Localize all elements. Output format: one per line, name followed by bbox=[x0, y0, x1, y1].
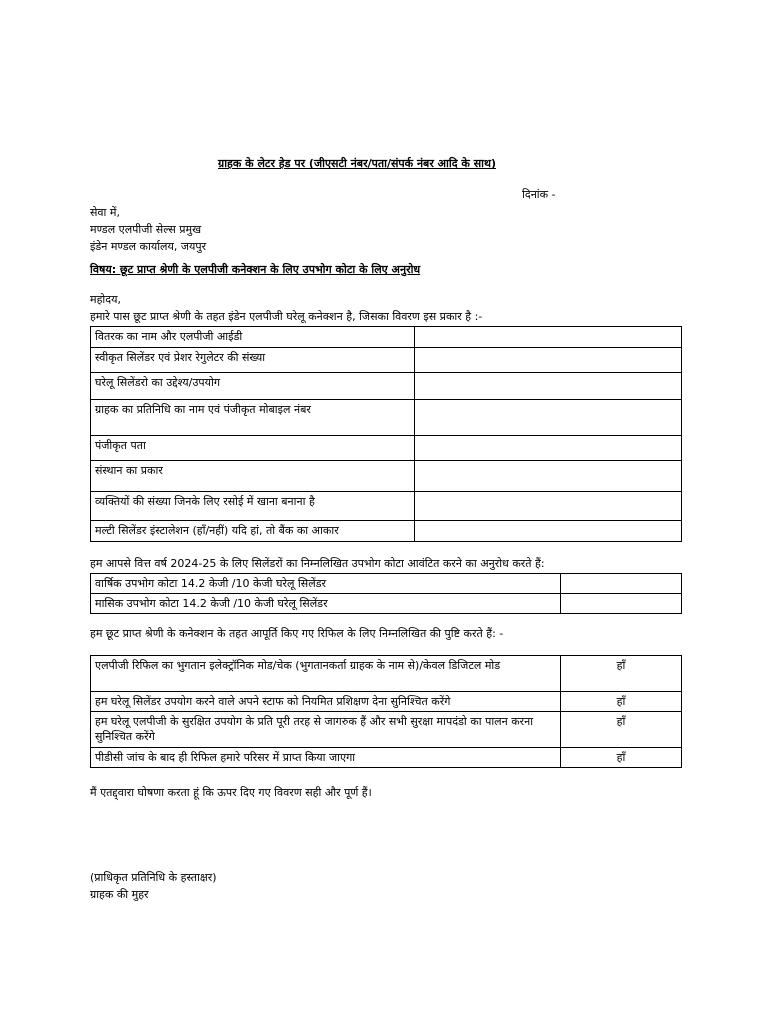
quota-table bbox=[90, 573, 682, 614]
address-line-3: इंडेन मण्डल कार्यालय, जयपुर bbox=[90, 240, 207, 253]
declaration-text: मैं एतद्द्वारा घोषणा करता हूं कि ऊपर दिए गए विवरण सही और पूर्ण हैं। bbox=[90, 786, 372, 799]
table-cell-value bbox=[415, 327, 682, 348]
seal-label: ग्राहक की मुहर bbox=[90, 888, 149, 901]
table-row bbox=[91, 712, 682, 748]
table-row bbox=[91, 348, 682, 373]
table-row bbox=[91, 594, 682, 614]
quota-intro-text: हम आपसे वित्त वर्ष 2024-25 के लिए सिलेंडरों का निम्नलिखित उपभोग कोटा आवंटित करने का अनुरोध करते हैं: bbox=[90, 557, 545, 570]
table-cell-label: घरेलू सिलेंडरो का उद्देश्य/उपयोग bbox=[91, 373, 415, 400]
table-cell-value: हाँ bbox=[561, 656, 682, 692]
table-cell-value: हाँ bbox=[561, 692, 682, 712]
table-cell-label: ग्राहक का प्रतिनिधि का नाम एवं पंजीकृत मोबाइल नंबर bbox=[91, 400, 415, 436]
table-row bbox=[91, 656, 682, 692]
subject-line: विषय: छूट प्राप्त श्रेणी के एलपीजी कनेक्शन के लिए उपभोग कोटा के लिए अनुरोध bbox=[90, 263, 421, 276]
table-cell-value bbox=[415, 521, 682, 542]
table-cell-value bbox=[561, 574, 682, 594]
table-cell-label: मासिक उपभोग कोटा 14.2 केजी /10 केजी घरेलू सिलेंडर bbox=[91, 594, 561, 614]
table-row bbox=[91, 574, 682, 594]
details-table bbox=[90, 326, 682, 542]
salutation: महोदय, bbox=[90, 293, 121, 306]
table-cell-value bbox=[415, 492, 682, 521]
table-cell-label: पंजीकृत पता bbox=[91, 436, 415, 461]
table-row bbox=[91, 327, 682, 348]
intro-text: हमारे पास छूट प्राप्त श्रेणी के तहत इंडेन एलपीजी घरेलू कनेक्शन है, जिसका विवरण इस प्रकार है :- bbox=[90, 310, 483, 323]
date-label: दिनांक - bbox=[522, 188, 556, 201]
table-row bbox=[91, 692, 682, 712]
table-row bbox=[91, 521, 682, 542]
table-cell-value: हाँ bbox=[561, 748, 682, 768]
confirm-intro-text: हम छूट प्राप्त श्रेणी के कनेक्शन के तहत आपूर्ति किए गए रिफिल के लिए निम्नलिखित की पुष्टि करते हैं: - bbox=[90, 627, 504, 640]
table-cell-value bbox=[415, 400, 682, 436]
table-cell-value: हाँ bbox=[561, 712, 682, 748]
table-cell-label: मल्टी सिलेंडर इंस्टालेशन (हाँ/नहीं) यदि हां, तो बैंक का आकार bbox=[91, 521, 415, 542]
address-line-1: सेवा में, bbox=[90, 206, 120, 219]
table-cell-label: स्वीकृत सिलेंडर एवं प्रेशर रेगुलेटर की संख्या bbox=[91, 348, 415, 373]
table-row bbox=[91, 492, 682, 521]
table-row bbox=[91, 436, 682, 461]
table-row bbox=[91, 400, 682, 436]
table-cell-label: हम घरेलू एलपीजी के सुरक्षित उपयोग के प्रति पूरी तरह से जागरुक हैं और सभी सुरक्षा मापदंडो का पालन करना सुनिश्चित करेंगे bbox=[91, 712, 561, 748]
table-cell-value bbox=[561, 594, 682, 614]
table-row bbox=[91, 748, 682, 768]
table-cell-label: पीडीसी जांच के बाद ही रिफिल हमारे परिसर में प्राप्त किया जाएगा bbox=[91, 748, 561, 768]
table-row bbox=[91, 461, 682, 492]
signature-label: (प्राधिकृत प्रतिनिधि के हस्ताक्षर) bbox=[90, 871, 217, 884]
table-cell-value bbox=[415, 436, 682, 461]
table-cell-label: वार्षिक उपभोग कोटा 14.2 केजी /10 केजी घरेलू सिलेंडर bbox=[91, 574, 561, 594]
address-line-2: मण्डल एलपीजी सेल्स प्रमुख bbox=[90, 223, 202, 236]
table-cell-label: संस्थान का प्रकार bbox=[91, 461, 415, 492]
table-cell-label: हम घरेलू सिलेंडर उपयोग करने वाले अपने स्टाफ को नियमित प्रशिक्षण देना सुनिश्चित करेंगे bbox=[91, 692, 561, 712]
table-row bbox=[91, 373, 682, 400]
table-cell-value bbox=[415, 461, 682, 492]
table-cell-label: व्यक्तियों की संख्या जिनके लिए रसोई में खाना बनाना है bbox=[91, 492, 415, 521]
document-title: ग्राहक के लेटर हेड पर (जीएसटी नंबर/पता/संपर्क नंबर आदि के साथ) bbox=[218, 157, 497, 170]
table-cell-value bbox=[415, 348, 682, 373]
table-cell-value bbox=[415, 373, 682, 400]
table-cell-label: एलपीजी रिफिल का भुगतान इलेक्ट्रॉनिक मोड/चेक (भुगतानकर्ता ग्राहक के नाम से)/केवल डिजिटल मोड bbox=[91, 656, 561, 692]
confirm-table bbox=[90, 655, 682, 768]
table-cell-label: वितरक का नाम और एलपीजी आईडी bbox=[91, 327, 415, 348]
